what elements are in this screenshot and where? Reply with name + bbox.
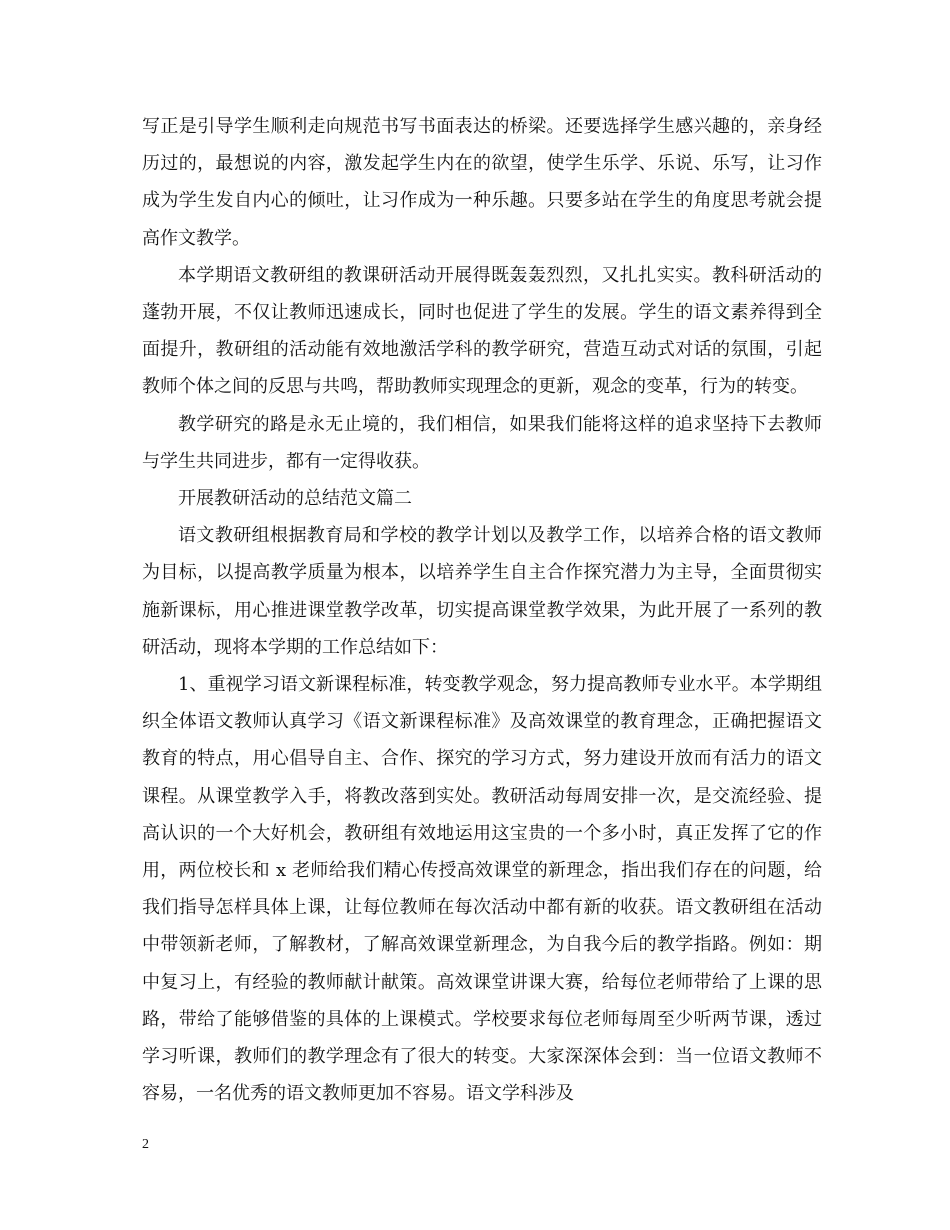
paragraph-1: 写正是引导学生顺利走向规范书写书面表达的桥梁。还要选择学生感兴趣的，亲身经历过的，最想说的内容，激发起学生内在的欲望，使学生乐学、乐说、乐写，让习作成为学生发自内心的倾吐，让习作成为一种乐趣。只要多站在学生的角度思考就会提高作文教学。 bbox=[142, 116, 822, 249]
paragraph-6: 1、重视学习语文新课程标准，转变教学观念，努力提高教师专业水平。本学期组织全体语文教师认真学习《语文新课程标准》及高效课堂的教育理念，正确把握语文教育的特点，用心倡导自主、合作、探究的学习方式，努力建设开放而有活力的语文课程。从课堂教学入手，将教改落到实处。教研活动每周安排一次，是交流经验、提高认识的一个大好机会，教研组有效地运用这宝贵的一个多小时，真正发挥了它的作用，两位校长和 x 老师给我们精心传授高效课堂的新理念，指出我们存在的问题，给我们指导怎样具体上课，让每位教师在每次活动中都有新的收获。语文教研组在活动中带领新老师，了解教材，了解高效课堂新理念，为自我今后的教学指路。例如：期中复习上，有经验的教师献计献策。高效课堂讲课大赛，给每位老师带给了上课的思路，带给了能够借鉴的具体的上课模式。学校要求每位老师每周至少听两节课，透过学习听课，教师们的教学理念有了很大的转变。大家深深体会到：当一位语文教师不容易，一名优秀的语文教师更加不容易。语文学科涉及 bbox=[142, 674, 822, 1105]
paragraph-5: 语文教研组根据教育局和学校的教学计划以及教学工作，以培养合格的语文教师为目标，以提高教学质量为根本，以培养学生自主合作探究潜力为主导，全面贯彻实施新课标，用心推进课堂教学改革，切实提高课堂教学效果，为此开展了一系列的教研活动，现将本学期的工作总结如下： bbox=[142, 525, 822, 658]
section-heading: 开展教研活动的总结范文篇二 bbox=[178, 488, 412, 510]
paragraph-2: 本学期语文教研组的教课研活动开展得既轰轰烈烈，又扎扎实实。教科研活动的蓬勃开展，不仅让教师迅速成长，同时也促进了学生的发展。学生的语文素养得到全面提升，教研组的活动能有效地激活学科的教学研究，营造互动式对话的氛围，引起教师个体之间的反思与共鸣，帮助教师实现理念的更新，观念的变革，行为的转变。 bbox=[142, 264, 822, 398]
page-number: 2 bbox=[142, 1137, 149, 1152]
document-body bbox=[142, 108, 822, 1112]
paragraph-3: 教学研究的路是永无止境的，我们相信，如果我们能将这样的追求坚持下去教师与学生共同进步，都有一定得收获。 bbox=[142, 413, 822, 472]
